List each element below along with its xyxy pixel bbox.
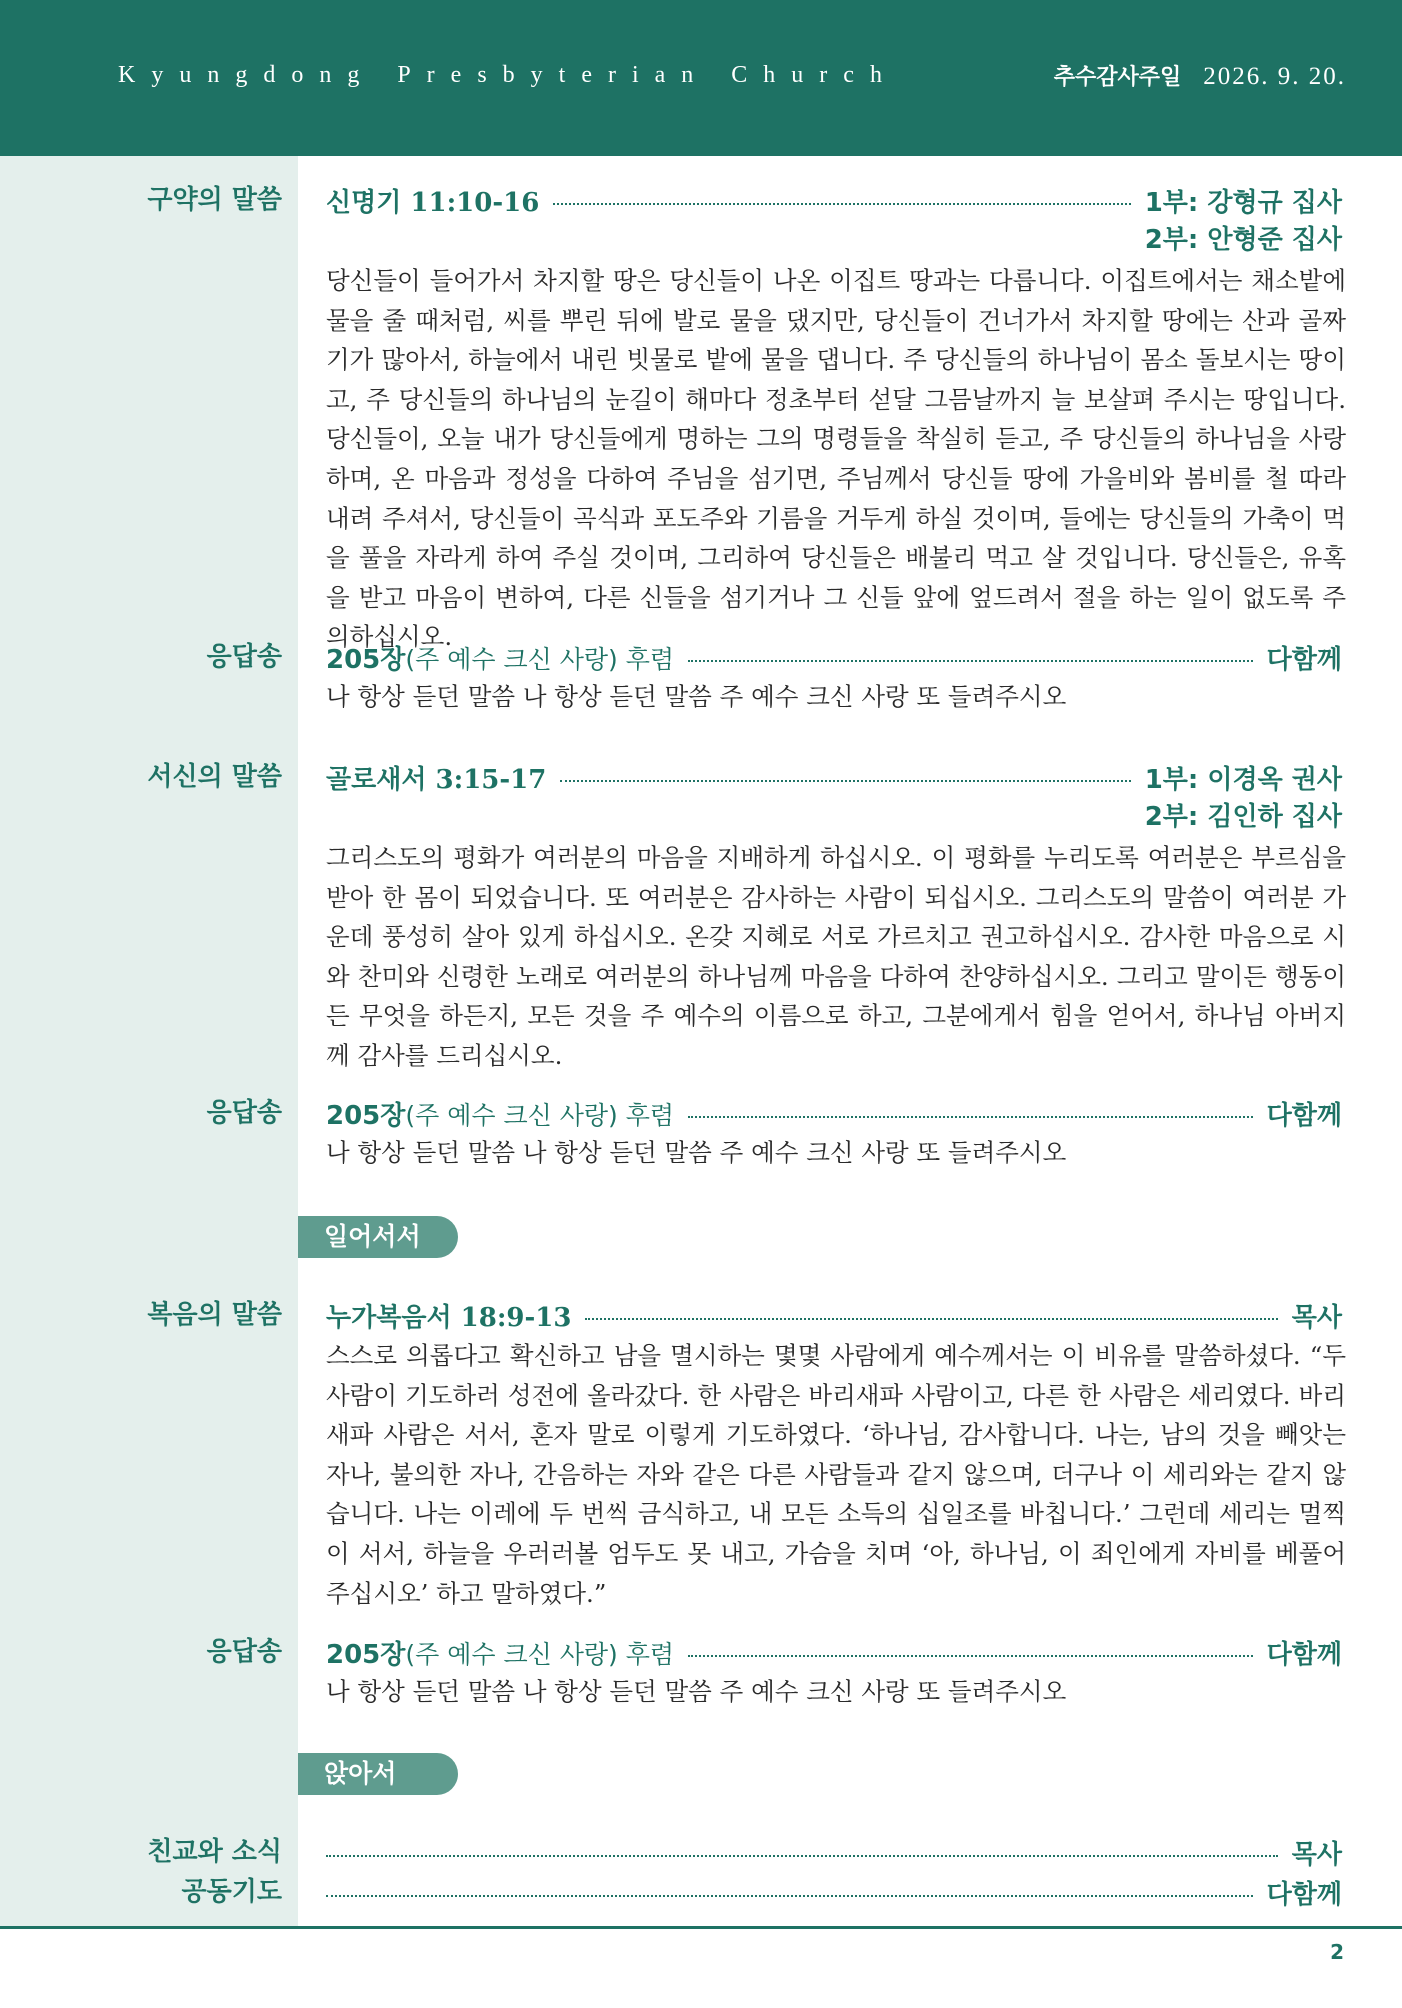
page-number: 2 [1330, 1940, 1344, 1964]
footer-rule [0, 1926, 1402, 1929]
gospel-label: 복음의 말씀 [147, 1300, 282, 1330]
response-lead-row [326, 1632, 1342, 1672]
ot-label: 구약의 말씀 [147, 185, 282, 215]
hymn-title: 205장(주 예수 크신 사랑) 후렴 [326, 1639, 675, 1670]
gospel-scripture-text: 스스로 의롭다고 확신하고 남을 멸시하는 몇몇 사람에게 예수께서는 이 비유를 말씀하셨다. “두 사람이 기도하러 성전에 올라갔다. 한 사람은 바리새파 사람이고, 다른 한 사람은 세리였다. 바리새파 사람은 서서, 혼자 말로 이렇게 기도하였다. ‘하나님, 감사합니다. 나는, 남의 것을 빼앗는 자나, 불의한 자나, 간음하는 자와 같은 다른 사람들과 같지 않으며, 더구나 이 세리와는 같지 않습니다. 나는 이레에 두 번씩 금식하고, 내 모든 소득의 십일조를 바칩니다.’ 그런데 세리는 멀찍이 서서, 하늘을 우러러볼 엄두도 못 내고, 가슴을 치며 ‘아, 하나님, 이 죄인에게 자비를 베풀어 주십시오’ 하고 말하였다.” [326, 1341, 1346, 1608]
leader-dots [585, 1318, 1277, 1320]
gospel-reference: 누가복음서 18:9-13 [326, 1302, 572, 1333]
ot-scripture-text: 당신들이 들어가서 차지할 땅은 당신들이 나온 이집트 땅과는 다릅니다. 이집트에서는 채소밭에 물을 줄 때처럼, 씨를 뿌린 뒤에 발로 물을 댔지만, 당신들이 건너가서 차지할 땅에는 산과 골짜기가 많아서, 하늘에서 내린 빗물로 밭에 물을 댑니다. 주 당신들의 하나님이 몸소 돌보시는 땅이고, 주 당신들의 하나님의 눈길이 해마다 정초부터 섣달 그믐날까지 늘 보살펴 주시는 땅입니다. 당신들이, 오늘 내가 당신들에게 명하는 그의 명령들을 착실히 듣고, 주 당신들의 하나님을 사랑하며, 온 마음과 정성을 다하여 주님을 섬기면, 주님께서 당신들 땅에 가을비와 봄비를 철 따라 내려 주셔서, 당신들이 곡식과 포도주와 기름을 거두게 하실 것이며, 들에는 당신들의 가축이 먹을 풀을 자라게 하여 주실 것이며, 그리하여 당신들은 배불리 먹고 살 것입니다. 당신들은, 유혹을 받고 마음이 변하여, 다른 신들을 섬기거나 그 신들 앞에 엎드려서 절을 하는 일이 없도록 주의하십시오. [326, 266, 1346, 652]
hymn-lyric: 나 항상 듣던 말씀 나 항상 듣던 말씀 주 예수 크신 사랑 또 들려주시오 [326, 1138, 1067, 1167]
ot-reader-1: 1부: 강형규 집사 [1144, 187, 1342, 218]
church-name: Kyungdong Presbyterian Church [118, 62, 898, 88]
leader-dots [688, 660, 1253, 662]
news-lead-row [326, 1832, 1342, 1872]
gospel-reader: 목사 [1291, 1302, 1342, 1333]
leader-dots [560, 780, 1130, 782]
response-lead-row [326, 1093, 1342, 1133]
ot-reader-2: 2부: 안형준 집사 [1144, 225, 1342, 255]
response-lead-row [326, 637, 1342, 677]
hymn-title: 205장(주 예수 크신 사랑) 후렴 [326, 644, 675, 675]
header-info [1054, 60, 1346, 91]
epistle-label: 서신의 말씀 [147, 762, 282, 792]
hymn-lyric: 나 항상 듣던 말씀 나 항상 듣던 말씀 주 예수 크신 사랑 또 들려주시오 [326, 1677, 1067, 1706]
stand-instruction: 일어서서 [298, 1216, 458, 1258]
leader-dots [688, 1655, 1253, 1657]
response-label: 응답송 [206, 642, 282, 672]
news-label: 친교와 소식 [147, 1837, 282, 1867]
response-performer: 다함께 [1266, 1639, 1342, 1670]
hymn-lyric: 나 항상 듣던 말씀 나 항상 듣던 말씀 주 예수 크신 사랑 또 들려주시오 [326, 682, 1067, 711]
epistle-reference: 골로새서 3:15-17 [326, 764, 547, 795]
gospel-lead-row [326, 1295, 1342, 1335]
ot-lead-row [326, 180, 1342, 220]
prayer-label: 공동기도 [181, 1877, 282, 1907]
leader-dots [326, 1895, 1253, 1897]
leader-dots [688, 1116, 1253, 1118]
prayer-lead-row [326, 1872, 1342, 1912]
response-performer: 다함께 [1266, 644, 1342, 675]
news-leader: 목사 [1291, 1839, 1342, 1870]
response-performer: 다함께 [1266, 1100, 1342, 1131]
leader-dots [553, 203, 1130, 205]
leader-dots [326, 1855, 1278, 1857]
epistle-reader-2: 2부: 김인하 집사 [1144, 802, 1342, 832]
response-label: 응답송 [206, 1637, 282, 1667]
epistle-lead-row [326, 757, 1342, 797]
service-date: 2026. 9. 20. [1203, 63, 1346, 90]
epistle-scripture-text: 그리스도의 평화가 여러분의 마음을 지배하게 하십시오. 이 평화를 누리도록 여러분은 부르심을 받아 한 몸이 되었습니다. 또 여러분은 감사하는 사람이 되십시오. 그리스도의 말씀이 여러분 가운데 풍성히 살아 있게 하십시오. 온갖 지혜로 서로 가르치고 권고하십시오. 감사한 마음으로 시와 찬미와 신령한 노래로 여러분의 하나님께 마음을 다하여 찬양하십시오. 그리고 말이든 행동이든 무엇을 하든지, 모든 것을 주 예수의 이름으로 하고, 그분에게서 힘을 얻어서, 하나님 아버지께 감사를 드리십시오. [326, 843, 1346, 1070]
response-label: 응답송 [206, 1098, 282, 1128]
epistle-reader-1: 1부: 이경옥 권사 [1144, 764, 1342, 795]
occasion: 추수감사주일 [1053, 65, 1182, 90]
header-bar [0, 0, 1402, 156]
hymn-title: 205장(주 예수 크신 사랑) 후렴 [326, 1100, 675, 1131]
prayer-leader: 다함께 [1266, 1879, 1342, 1910]
sit-instruction: 앉아서 [298, 1753, 458, 1795]
ot-reference: 신명기 11:10-16 [326, 187, 540, 218]
